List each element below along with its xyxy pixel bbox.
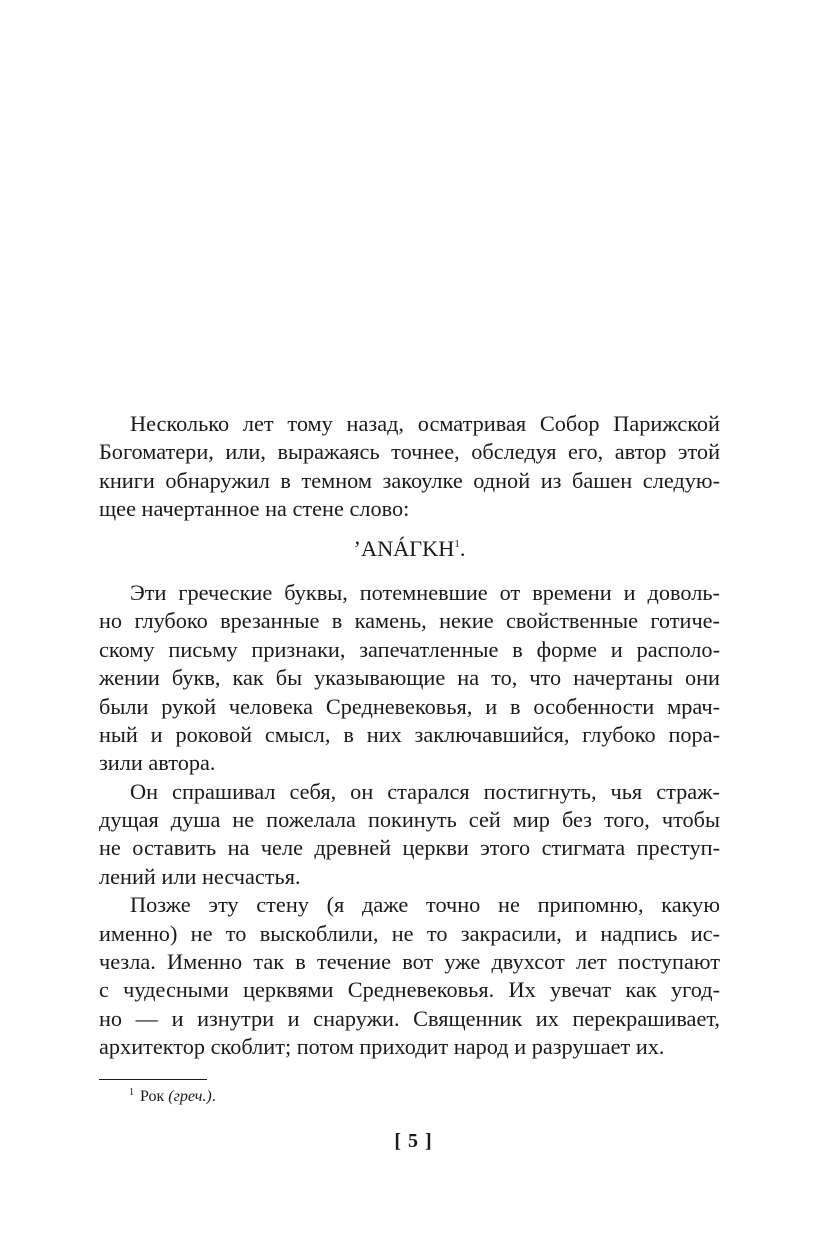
text-line: чезла. Именно так в течение вот уже двухсот лет поступают: [99, 949, 720, 975]
text-line: но глубоко врезанные в камень, некие свойственные готиче-: [99, 608, 720, 634]
footnote-note: (греч.): [168, 1088, 212, 1105]
text-line: дущая душа не пожелала покинуть сей мир без того, чтобы: [99, 807, 720, 833]
footnote-reference[interactable]: 1: [454, 537, 460, 550]
text-line: ный и роковой смысл, в них заключавшийся, глубоко пора-: [99, 721, 720, 747]
paragraph-1: [99, 410, 720, 524]
main-text: [99, 410, 720, 1062]
text-line: Эти греческие буквы, потемневшие от времени и доволь-: [130, 579, 720, 605]
text-line: Богоматери, или, выражаясь точнее, обследуя его, автор этой: [99, 439, 720, 465]
text-line: лений или несчастья.: [99, 863, 301, 889]
text-line: Он спрашивал себя, он старался постигнуть, чья страж-: [130, 778, 720, 804]
paragraph-4: [99, 891, 720, 1061]
text-line: книги обнаружил в темном закоулке одной из башен следую-: [99, 467, 720, 493]
epigraph-punct: .: [459, 535, 466, 561]
epigraph: [99, 535, 720, 563]
epigraph-word: ’ANÁГKH: [353, 535, 455, 561]
footnote: [129, 1087, 216, 1107]
text-line: были рукой человека Средневековья, и в особенности мрач-: [99, 693, 720, 719]
text-line: но — и изнутри и снаружи. Священник их перекрашивает,: [99, 1005, 720, 1031]
text-line: с чудесными церквями Средневековья. Их увечат как угод-: [99, 977, 720, 1003]
text-line: Позже эту стену (я даже точно не припомню, какую: [130, 892, 720, 918]
text-line: Несколько лет тому назад, осматривая Собор Парижской: [130, 411, 720, 436]
text-line: щее начертанное на стене слово:: [99, 496, 410, 522]
paragraph-3: [99, 778, 720, 892]
text-line: скому письму признаки, запечатленные в форме и располо-: [99, 636, 720, 662]
text-line: архитектор скоблит; потом приходит народ и разрушает их.: [99, 1034, 665, 1060]
text-line: жении букв, как бы указывающие на то, что начертаны они: [99, 665, 720, 691]
footnote-text: Рок: [140, 1088, 165, 1105]
paragraph-2: [99, 579, 720, 778]
footnote-mark: 1: [129, 1087, 134, 1098]
text-line: именно) не то выскоблили, не то закрасили, и надпись ис-: [99, 920, 720, 946]
page-number: [ 5 ]: [394, 1130, 433, 1152]
text-line: не оставить на челе древней церкви этого стигмата преступ-: [99, 835, 720, 861]
footnote-divider: [99, 1079, 207, 1080]
footnote-punct: .: [211, 1088, 216, 1105]
text-line: зили автора.: [99, 750, 216, 776]
